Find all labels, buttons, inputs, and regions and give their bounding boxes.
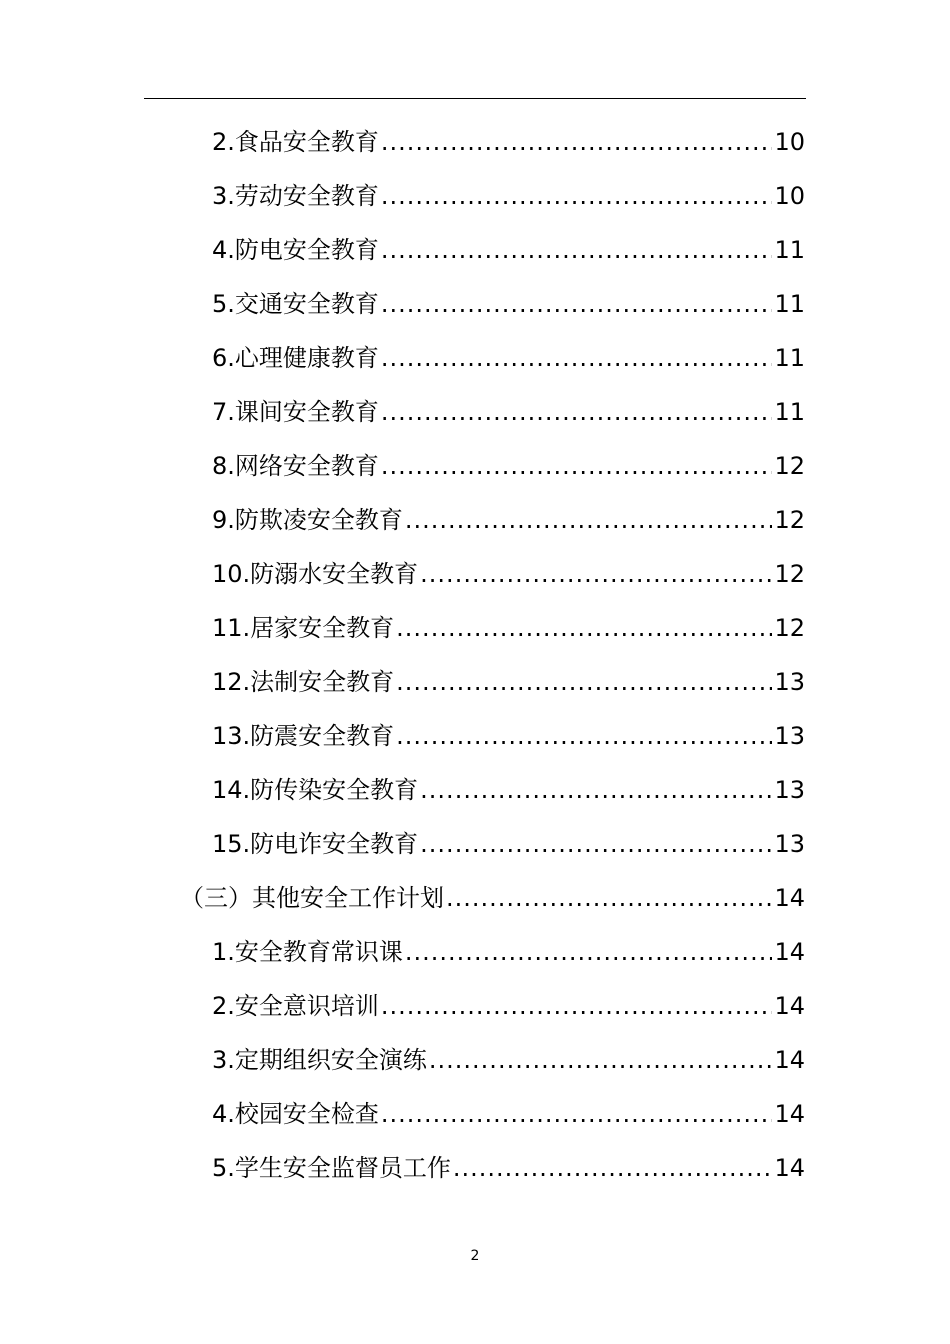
toc-entry-title: 2.安全意识培训	[212, 992, 379, 1020]
toc-dot-leader	[420, 763, 772, 817]
toc-entry-page-number: 14	[774, 1046, 805, 1074]
toc-entry-page-number: 12	[774, 506, 805, 534]
toc-dot-leader	[381, 979, 773, 1033]
toc-entry[interactable]	[212, 1087, 805, 1141]
toc-dot-leader	[429, 1033, 773, 1087]
toc-dot-leader	[396, 709, 772, 763]
toc-entry-page-number: 12	[774, 452, 805, 480]
toc-entry-title: 8.网络安全教育	[212, 452, 379, 480]
toc-entry-title: 3.定期组织安全演练	[212, 1046, 427, 1074]
toc-entry-title: 4.校园安全检查	[212, 1100, 379, 1128]
toc-entry-title: 10.防溺水安全教育	[212, 560, 419, 588]
toc-dot-leader	[381, 115, 773, 169]
toc-entry-page-number: 12	[774, 614, 805, 642]
toc-entry-title: 3.劳动安全教育	[212, 182, 379, 210]
toc-entry-page-number: 14	[774, 992, 805, 1020]
toc-entry-page-number: 13	[774, 722, 805, 750]
toc-entry[interactable]	[212, 601, 805, 655]
toc-entry-title: 6.心理健康教育	[212, 344, 379, 372]
toc-entry[interactable]	[212, 925, 805, 979]
toc-entry-page-number: 13	[774, 668, 805, 696]
toc-dot-leader	[405, 493, 773, 547]
toc-entry-title: 1.安全教育常识课	[212, 938, 403, 966]
toc-entry[interactable]	[212, 385, 805, 439]
toc-entry-title: 9.防欺凌安全教育	[212, 506, 403, 534]
page-number: 2	[470, 1248, 480, 1264]
toc-dot-leader	[405, 925, 773, 979]
toc-entry[interactable]	[212, 1141, 805, 1195]
toc-entry-title: 5.交通安全教育	[212, 290, 379, 318]
toc-entry-page-number: 10	[774, 182, 805, 210]
toc-dot-leader	[381, 223, 773, 277]
toc-dot-leader	[446, 871, 772, 925]
toc-entry[interactable]	[212, 223, 805, 277]
toc-entry-page-number: 13	[774, 776, 805, 804]
toc-entry-page-number: 14	[774, 938, 805, 966]
toc-entry-page-number: 12	[774, 560, 805, 588]
toc-entry-page-number: 10	[774, 128, 805, 156]
toc-dot-leader	[396, 655, 772, 709]
toc-dot-leader	[420, 817, 772, 871]
toc-entry-title: （三）其他安全工作计划	[180, 884, 444, 912]
toc-entry-page-number: 11	[774, 290, 805, 318]
toc-entry-title: 15.防电诈安全教育	[212, 830, 419, 858]
toc-dot-leader	[381, 169, 773, 223]
toc-entry[interactable]	[212, 493, 805, 547]
toc-entry[interactable]	[212, 709, 805, 763]
toc-dot-leader	[381, 277, 773, 331]
toc-entry-title: 12.法制安全教育	[212, 668, 395, 696]
toc-entry[interactable]	[212, 169, 805, 223]
toc-entry-page-number: 11	[774, 236, 805, 264]
toc-entry-title: 2.食品安全教育	[212, 128, 379, 156]
toc-entry[interactable]	[212, 817, 805, 871]
toc-entry[interactable]	[212, 331, 805, 385]
toc-dot-leader	[453, 1141, 773, 1195]
toc-entry-page-number: 14	[774, 1100, 805, 1128]
toc-entry-page-number: 11	[774, 398, 805, 426]
toc-entry-title: 11.居家安全教育	[212, 614, 395, 642]
toc-entry-title: 13.防震安全教育	[212, 722, 395, 750]
toc-entry[interactable]	[212, 439, 805, 493]
toc-dot-leader	[420, 547, 772, 601]
toc-dot-leader	[381, 385, 773, 439]
toc-entry-title: 7.课间安全教育	[212, 398, 379, 426]
toc-entry-page-number: 13	[774, 830, 805, 858]
toc-entry[interactable]	[212, 979, 805, 1033]
toc-dot-leader	[396, 601, 772, 655]
toc-entry[interactable]	[212, 547, 805, 601]
toc-entry-title: 5.学生安全监督员工作	[212, 1154, 451, 1182]
toc-entry[interactable]	[212, 763, 805, 817]
toc-entry[interactable]	[212, 1033, 805, 1087]
header-rule	[144, 98, 806, 99]
toc-entry-page-number: 14	[774, 1154, 805, 1182]
toc-entry[interactable]	[212, 277, 805, 331]
toc-dot-leader	[381, 439, 773, 493]
toc-entry[interactable]	[180, 871, 805, 925]
toc-entry-page-number: 11	[774, 344, 805, 372]
toc-dot-leader	[381, 1087, 773, 1141]
toc-entry-title: 4.防电安全教育	[212, 236, 379, 264]
toc-entry[interactable]	[212, 655, 805, 709]
toc-entry-title: 14.防传染安全教育	[212, 776, 419, 804]
toc-dot-leader	[381, 331, 773, 385]
toc-entry-page-number: 14	[774, 884, 805, 912]
toc-entry[interactable]	[212, 115, 805, 169]
